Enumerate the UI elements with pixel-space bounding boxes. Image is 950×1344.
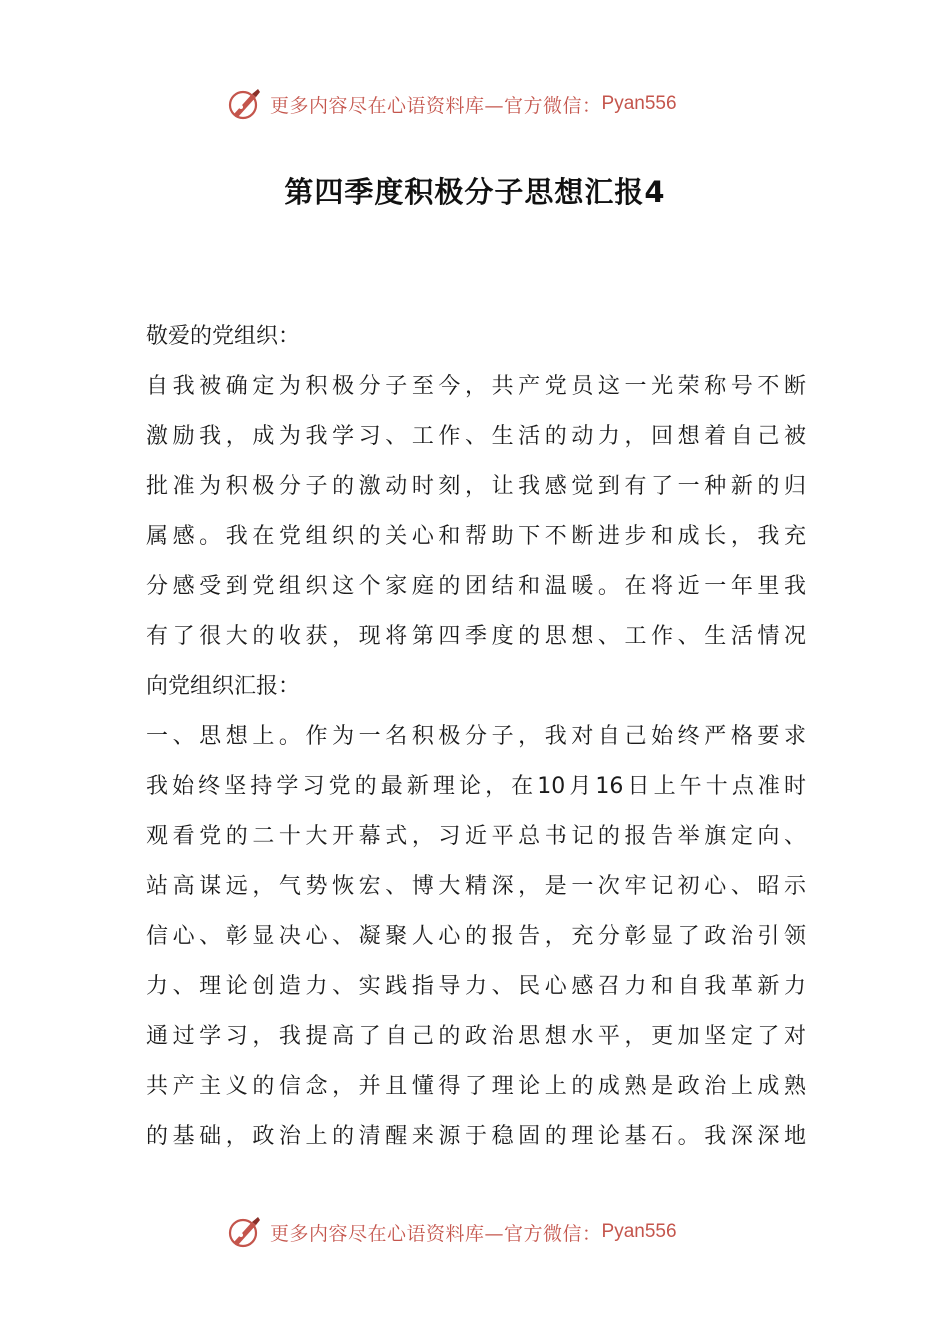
salutation: 敬爱的党组织： — [146, 324, 301, 349]
paragraph-line: 力、理论创造力、实践指导力、民心感召力和自我革新力 — [146, 974, 806, 999]
header-banner — [226, 84, 677, 124]
paragraph-line: 自我被确定为积极分子至今，共产党员这一光荣称号不断 — [146, 374, 806, 399]
banner-text: 更多内容尽在心语资料库—官方微信： — [270, 1222, 602, 1245]
banner-text: 更多内容尽在心语资料库—官方微信： — [270, 94, 602, 117]
paragraph-line: 共产主义的信念，并且懂得了理论上的成熟是政治上成熟 — [146, 1074, 806, 1099]
paragraph-line: 站高谋远，气势恢宏、博大精深，是一次牢记初心、昭示 — [146, 874, 806, 899]
paragraph-line: 有了很大的收获，现将第四季度的思想、工作、生活情况 — [146, 624, 806, 649]
paragraph-line: 通过学习，我提高了自己的政治思想水平，更加坚定了对 — [146, 1024, 806, 1049]
paragraph-line: 属感。我在党组织的关心和帮助下不断进步和成长，我充 — [146, 524, 806, 549]
paragraph-line: 我始终坚持学习党的最新理论，在10月16日上午十点准时 — [146, 774, 806, 799]
paragraph-line: 的基础，政治上的清醒来源于稳固的理论基石。我深深地 — [146, 1124, 806, 1149]
paragraph-line: 批准为积极分子的激动时刻，让我感觉到有了一种新的归 — [146, 474, 806, 499]
paragraph-line: 信心、彰显决心、凝聚人心的报告，充分彰显了政治引领 — [146, 924, 806, 949]
document-body — [146, 312, 806, 1162]
document-title: 第四季度积极分子思想汇报4 — [284, 175, 666, 209]
pen-logo-icon — [226, 1214, 262, 1250]
wechat-id: Pyan556 — [601, 1221, 677, 1242]
paragraph-line: 观看党的二十大开幕式，习近平总书记的报告举旗定向、 — [146, 824, 806, 849]
paragraph-line: 激励我，成为我学习、工作、生活的动力，回想着自己被 — [146, 424, 806, 449]
wechat-id: Pyan556 — [601, 93, 677, 114]
footer-banner — [226, 1212, 677, 1252]
paragraph-line: 分感受到党组织这个家庭的团结和温暖。在将近一年里我 — [146, 574, 806, 599]
pen-logo-icon — [226, 86, 262, 122]
paragraph-line: 一、思想上。作为一名积极分子，我对自己始终严格要求 — [146, 724, 806, 749]
paragraph-line: 向党组织汇报： — [146, 674, 301, 699]
